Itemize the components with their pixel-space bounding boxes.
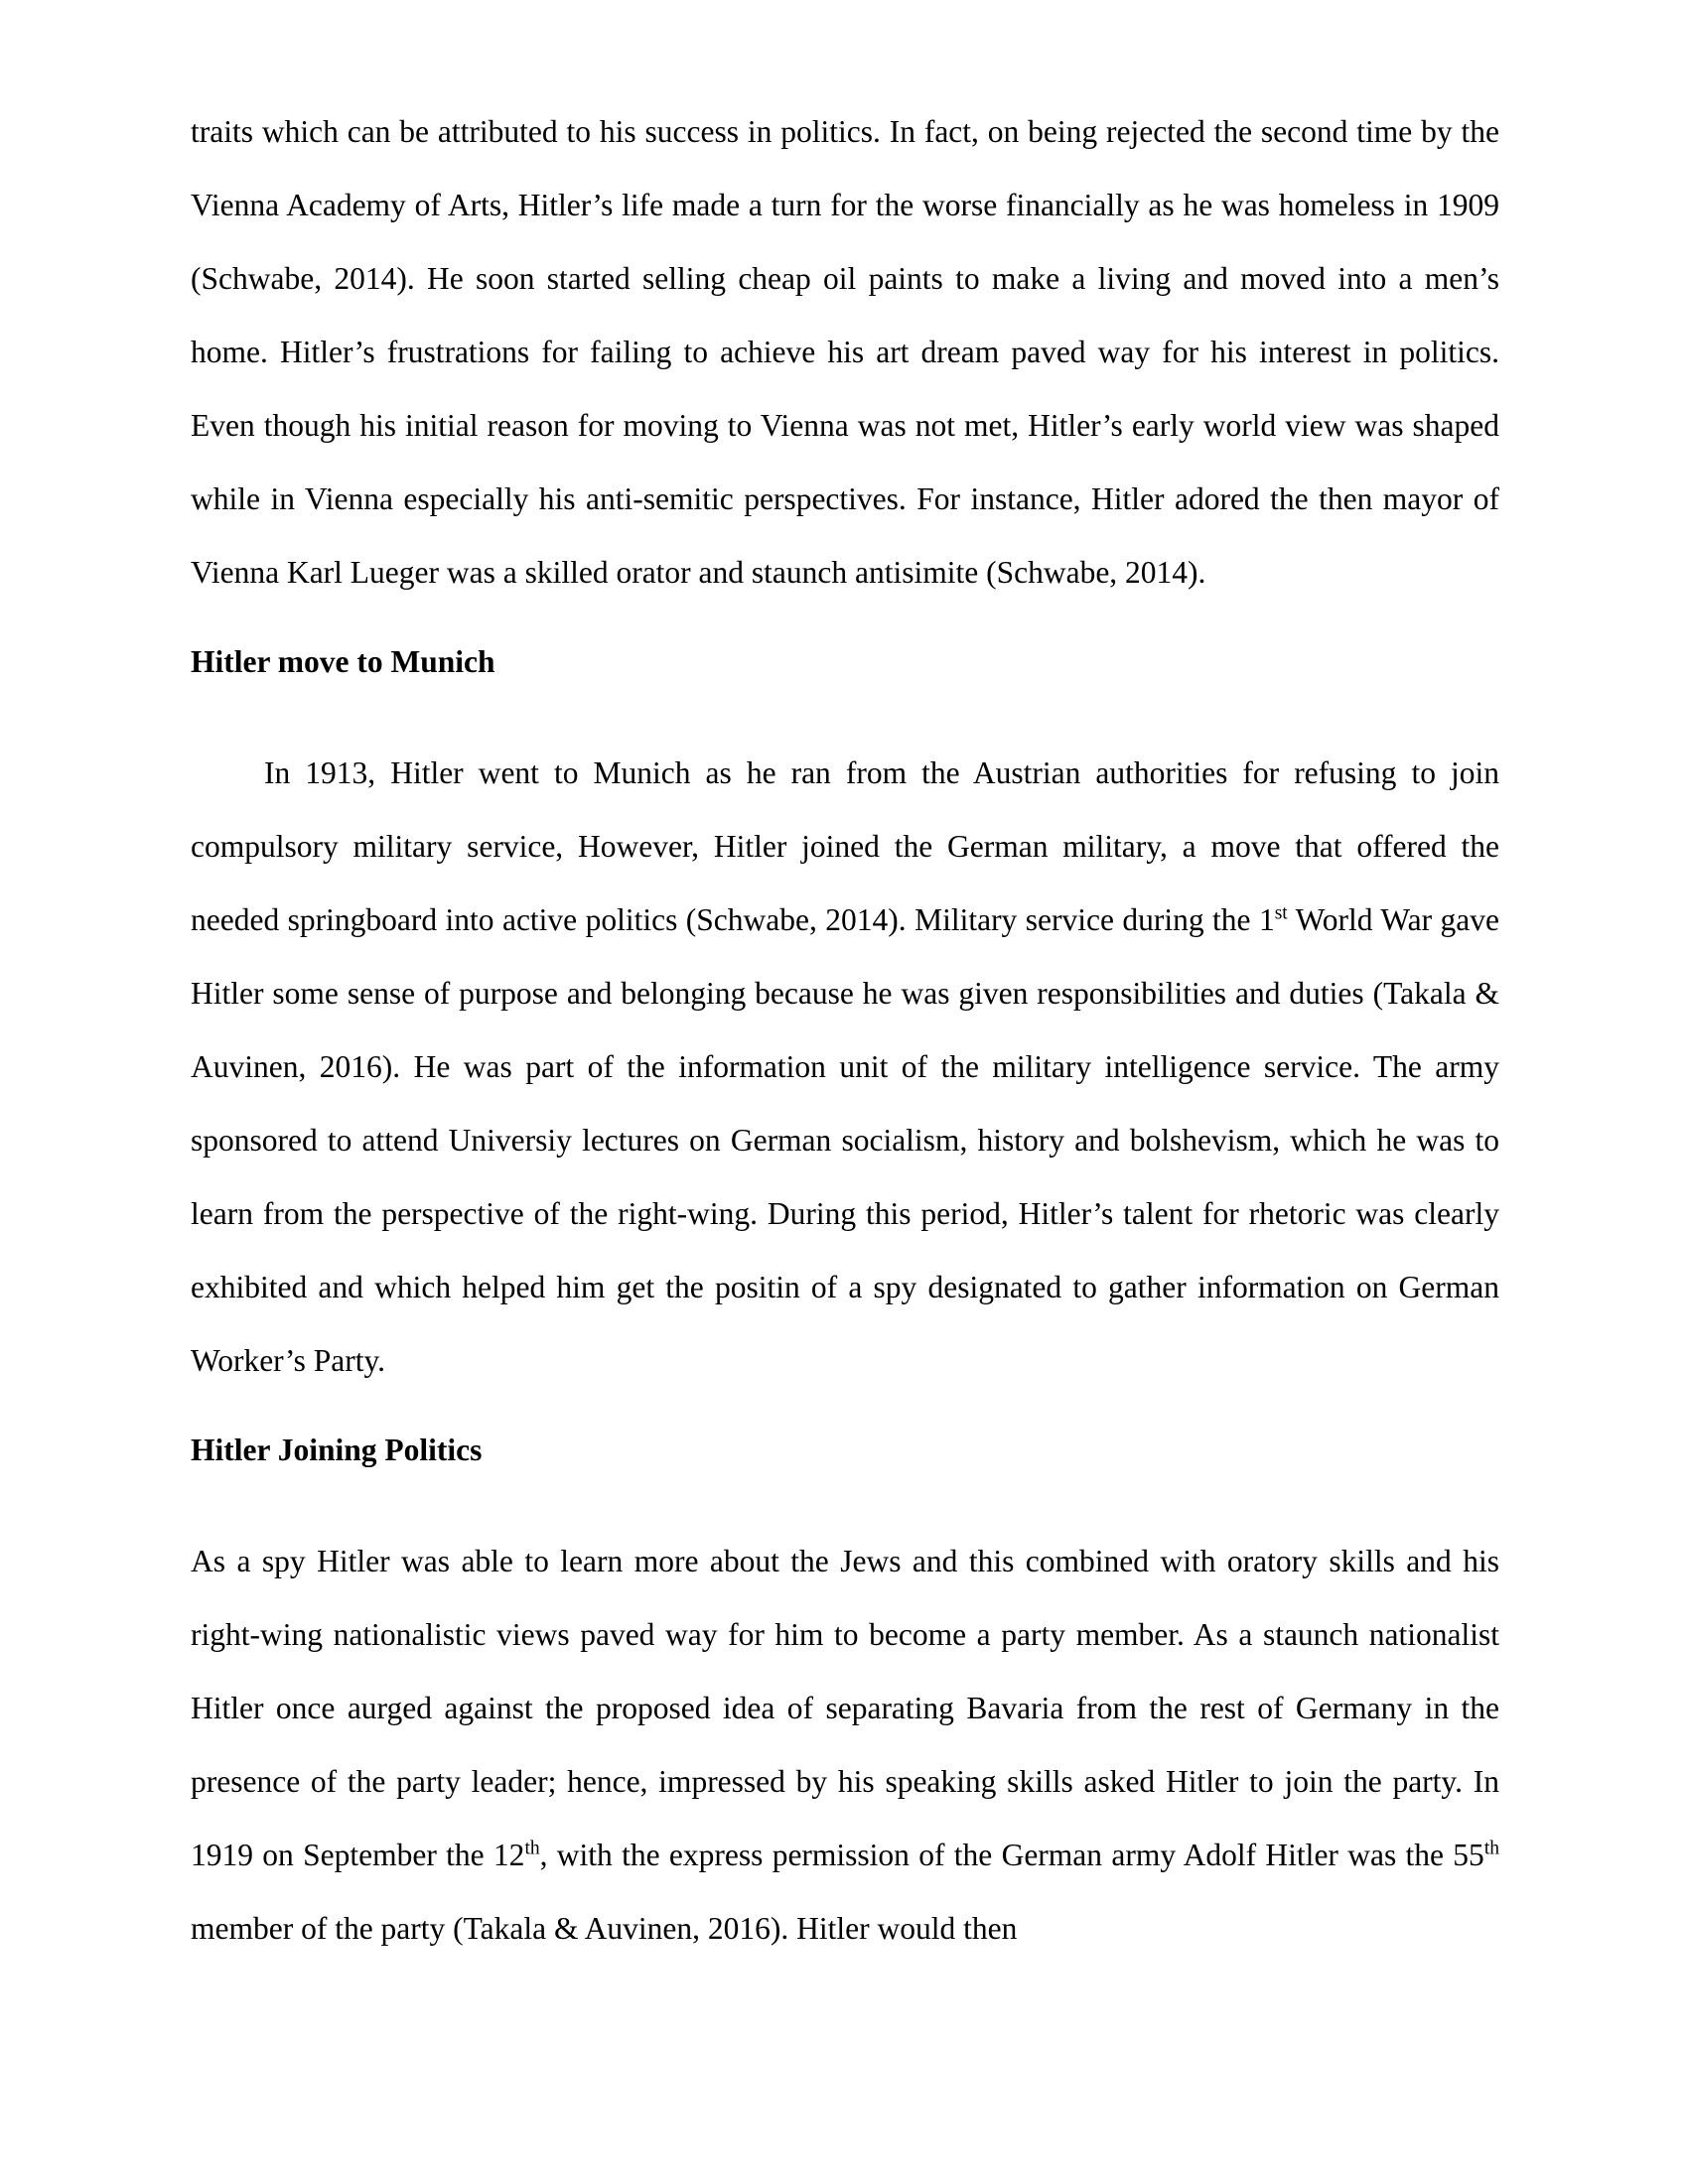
paragraph-politics-text-1: As a spy Hitler was able to learn more about the Jews and this combined with oratory skills and his right-wing nationalistic views paved way for him to become a party member. As a staunch nationalist Hitler once aurged against the proposed idea of separating Bavaria from the rest of Germany in the presence of the party leader; hence, impressed by his speaking skills asked Hitler to join the party. In 1919 on September the 12 — [191, 1544, 1499, 1872]
spacer — [191, 699, 1499, 737]
paragraph-munich-text-2: World War gave Hitler some sense of purpose and belonging because he was given responsibilities and duties (Takala & Auvinen, 2016). He was part of the information unit of the military intelligence service. The army sponsored to attend Universiy lectures on German socialism, history and bolshevism, which he was to learn from the perspective of the right-wing. During this period, Hitler’s talent for rhetoric was clearly exhibited and which helped him get the positin of a spy designated to gather information on German Worker’s Party. — [191, 902, 1499, 1378]
heading-hitler-joining-politics: Hitler Joining Politics — [191, 1433, 483, 1467]
paragraph-munich-text-1: In 1913, Hitler went to Munich as he ran from the Austrian authorities for refusing to join compulsory military service, However, Hitler joined the German military, a move that offered the needed springboard into active politics (Schwabe, 2014). Military service during the 1 — [191, 755, 1499, 937]
superscript-ordinal-th-12: th — [524, 1838, 540, 1859]
heading-hitler-move-to-munich: Hitler move to Munich — [191, 644, 495, 679]
paragraph-politics-text-3: member of the party (Takala & Auvinen, 2016). Hitler would then — [191, 1911, 1018, 1946]
spacer — [191, 1398, 1499, 1414]
paragraph-politics-text-2: , with the express permission of the German army Adolf Hitler was the 55 — [539, 1838, 1484, 1872]
superscript-ordinal-th-55: th — [1483, 1838, 1499, 1859]
paragraph-munich — [191, 737, 1499, 1398]
spacer — [191, 1487, 1499, 1525]
paragraph-vienna: traits which can be attributed to his success in politics. In fact, on being rejected the second time by the Vienna Academy of Arts, Hitler’s life made a turn for the worse financially as he was homeless in 1909 (Schwabe, 2014). He soon started selling cheap oil paints to make a living and moved into a men’s home. Hitler’s frustrations for failing to achieve his art dream paved way for his interest in politics. Even though his initial reason for moving to Vienna was not met, Hitler’s early world view was shaped while in Vienna especially his anti-semitic perspectives. For instance, Hitler adored the then mayor of Vienna Karl Lueger was a skilled orator and staunch antisimite (Schwabe, 2014). — [191, 114, 1499, 590]
paragraph-politics — [191, 1525, 1499, 1966]
spacer — [191, 610, 1499, 625]
superscript-ordinal-st: st — [1274, 902, 1288, 924]
